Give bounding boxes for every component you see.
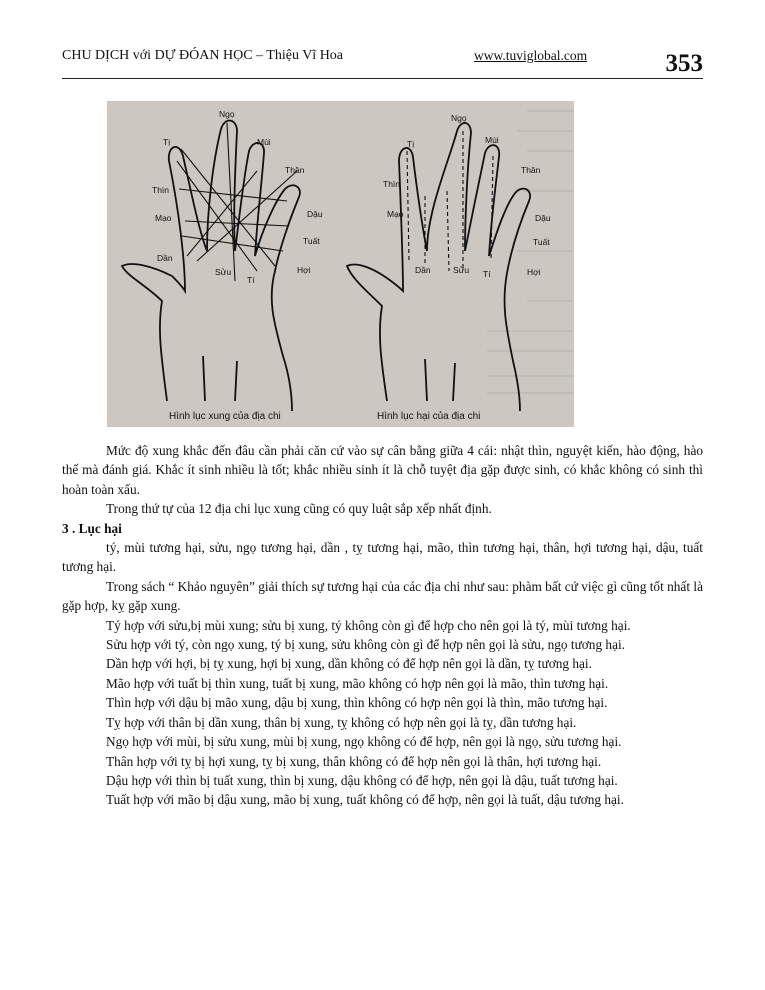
body-text — [62, 441, 703, 810]
hand-diagrams — [107, 101, 574, 427]
left-label-dan: Dần — [157, 253, 173, 263]
paragraph: Trong thứ tự của 12 địa chi lục xung cũng có quy luật sắp xếp nhất định. — [106, 501, 492, 517]
right-figure-caption: Hình lục hại của địa chi — [377, 411, 481, 422]
left-label-suu: Sửu — [215, 267, 232, 277]
left-label-tuat: Tuất — [303, 236, 320, 246]
right-hand-outline — [347, 123, 530, 411]
paragraph: Tý hợp với sửu,bị mùi xung; sửu bị xung, tý không còn gì để hợp cho nên gọi là tý, mùi tương hại. — [106, 617, 631, 633]
paragraph: Thân hợp với tỵ bị hợi xung, tỵ bị xung, thân không có để hợp nên gọi là thân, hợi tương hại. — [106, 753, 602, 769]
left-figure-caption: Hình lục xung của địa chi — [169, 411, 281, 422]
left-label-mao: Mạo — [155, 213, 172, 223]
page-number: 353 — [665, 50, 703, 77]
left-label-ti-top: Tị — [163, 137, 171, 147]
left-label-mui: Mùi — [257, 137, 271, 147]
left-label-ti-bottom: Tí — [247, 275, 255, 285]
left-label-dau: Dậu — [307, 209, 323, 219]
paragraph: Dậu hợp với thìn bị tuất xung, thìn bị xung, dậu không có để hợp, nên gọi là dậu, tuất tương hại. — [106, 772, 618, 788]
left-hand-outline — [122, 121, 300, 411]
website-link[interactable]: www.tuviglobal.com — [474, 48, 588, 63]
paragraph: Mão hợp với tuất bị thìn xung, tuất bị xung, mão không có hợp nên gọi là mão, thìn tương hại. — [106, 675, 609, 691]
left-label-ngo: Ngọ — [219, 109, 235, 119]
section-heading: 3 . Lục hại — [62, 520, 122, 536]
right-label-mui: Mùi — [485, 135, 499, 145]
book-title: CHU DỊCH với DỰ ĐÓAN HỌC – Thiệu Vĩ Hoa — [62, 48, 344, 63]
paragraph: tý, mùi tương hại, sửu, ngọ tương hại, dần , tỵ tương hại, mão, thìn tương hại, thân, hợi tương hại, dậu, tuất tương hại. — [62, 540, 703, 575]
paragraph: Tuất hợp với mão bị dậu xung, mão bị xung, tuất không có để hợp, nên gọi là tuất, dậu tương hại. — [106, 792, 624, 808]
right-label-ti-bottom: Tí — [483, 269, 491, 279]
right-label-suu: Sửu — [453, 265, 470, 275]
left-label-than: Thân — [285, 165, 305, 175]
paragraph: Sửu hợp với tý, còn ngọ xung, tý bị xung, sửu không còn gì để hợp nên gọi là sửu, ngọ tương hại. — [106, 637, 625, 653]
right-label-ti-top: Tị — [407, 139, 415, 149]
paragraph: Tỵ hợp với thân bị dần xung, thân bị xung, tỵ không có hợp nên gọi là tỵ, dần tương hại. — [106, 714, 577, 730]
right-label-mao: Mạo — [387, 209, 404, 219]
paragraph: Thìn hợp với dậu bị mão xung, dậu bị xung, thìn không có hợp nên gọi là thìn, mão tương hại. — [106, 695, 608, 711]
hand-diagram-figure — [107, 101, 574, 427]
right-label-dan: Dần — [415, 265, 431, 275]
page-header — [62, 40, 703, 79]
right-label-ngo: Ngọ — [451, 113, 467, 123]
paragraph: Mức độ xung khắc đến đâu cần phải căn cứ vào sự cân bằng giữa 4 cái: nhật thìn, nguyệt kiến, hào động, hào thế mà đánh giá. Khắc ít sinh nhiều là tốt; khắc nhiều sinh ít là chỗ tuyệt địa gặp được sinh, có khắc không có sinh thì hoàn toàn xấu. — [62, 443, 703, 497]
paragraph: Dần hợp với hợi, bị tỵ xung, hợi bị xung, dần không có để hợp nên gọi là dần, tỵ tương hại. — [106, 656, 592, 672]
right-label-dau: Dậu — [535, 213, 551, 223]
left-label-thin: Thìn — [152, 185, 170, 195]
right-label-hoi: Hợi — [527, 267, 541, 277]
right-label-than: Thân — [521, 165, 541, 175]
right-label-thin: Thìn — [383, 179, 401, 189]
paragraph: Ngọ hợp với mùi, bị sửu xung, mùi bị xung, ngọ không có để hợp, nên gọi là ngọ, sửu tương hại. — [106, 734, 622, 750]
left-label-hoi: Hợi — [297, 265, 311, 275]
right-label-tuat: Tuất — [533, 237, 550, 247]
paragraph: Trong sách “ Khảo nguyên” giải thích sự tương hại của các địa chi như sau: phàm bất cứ việc gì cũng tốt nhất là gặp hợp, kỵ gặp xung. — [62, 578, 703, 614]
